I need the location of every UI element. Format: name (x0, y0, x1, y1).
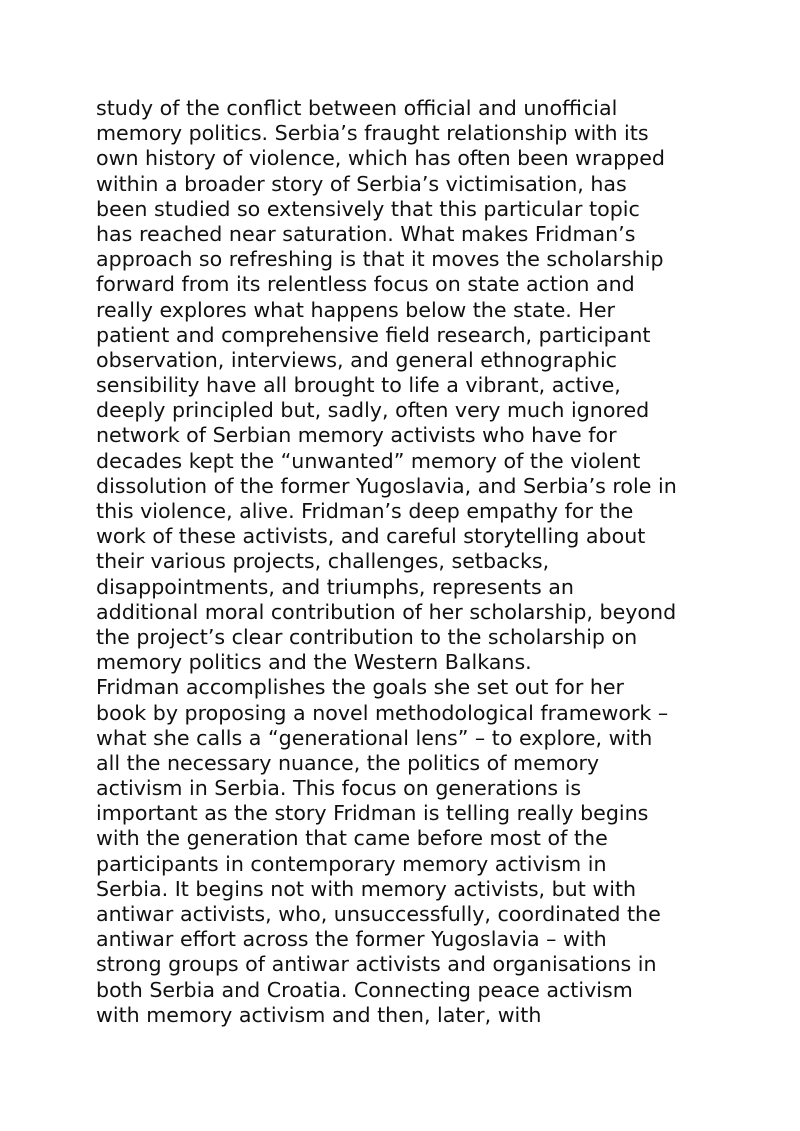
text-line: their various projects, challenges, setbacks, (96, 549, 550, 574)
text-line: sensibility have all brought to life a vibrant, active, (96, 373, 621, 398)
text-line: additional moral contribution of her scholarship, beyond (96, 599, 677, 624)
text-line: with the generation that came before most of the (96, 826, 608, 851)
text-line: strong groups of antiwar activists and organisations in (96, 952, 657, 977)
text-line: book by proposing a novel methodological framework – (96, 700, 669, 725)
text-line: the project’s clear contribution to the scholarship on (96, 624, 638, 649)
text-line: participants in contemporary memory activism in (96, 851, 607, 876)
text-line: both Serbia and Croatia. Connecting peace activism (96, 977, 633, 1002)
text-line: forward from its relentless focus on state action and (96, 272, 635, 297)
text-line: patient and comprehensive field research, participant (96, 322, 651, 347)
text-line: Fridman accomplishes the goals she set out for her (96, 675, 625, 700)
text-line: own history of violence, which has often been wrapped (96, 146, 665, 171)
text-line: deeply principled but, sadly, often very much ignored (96, 398, 650, 423)
text-line: antiwar effort across the former Yugoslavia – with (96, 927, 607, 952)
text-line: dissolution of the former Yugoslavia, and Serbia’s role in (96, 473, 677, 498)
text-line: activism in Serbia. This focus on generations is (96, 776, 582, 801)
text-line: memory politics and the Western Balkans. (96, 650, 532, 675)
text-line: network of Serbian memory activists who have for (96, 423, 617, 448)
text-line: memory politics. Serbia’s fraught relationship with its (96, 121, 649, 146)
text-line: all the necessary nuance, the politics of memory (96, 750, 600, 775)
text-line: within a broader story of Serbia’s victimisation, has (96, 171, 627, 196)
body-text (96, 96, 708, 1028)
text-line: what she calls a “generational lens” – to explore, with (96, 725, 653, 750)
text-line: really explores what happens below the state. Her (96, 297, 615, 322)
text-line: approach so refreshing is that it moves the scholarship (96, 247, 664, 272)
paragraph-1 (96, 96, 708, 675)
paragraph-2 (96, 675, 708, 1028)
text-line: work of these activists, and careful storytelling about (96, 524, 646, 549)
text-line: antiwar activists, who, unsuccessfully, coordinated the (96, 902, 661, 926)
text-line: observation, interviews, and general ethnographic (96, 347, 617, 372)
text-line: Serbia. It begins not with memory activists, but with (96, 876, 637, 901)
text-line: decades kept the “unwanted” memory of the violent (96, 448, 641, 473)
text-line: study of the conflict between official and unofficial (96, 96, 618, 120)
text-line: this violence, alive. Fridman’s deep empathy for the (96, 499, 634, 523)
text-line: important as the story Fridman is telling really begins (96, 801, 649, 826)
text-line: disappointments, and triumphs, represents an (96, 574, 574, 599)
text-line: been studied so extensively that this particular topic (96, 196, 640, 221)
text-line: has reached near saturation. What makes Fridman’s (96, 221, 636, 246)
text-line: with memory activism and then, later, with (96, 1002, 542, 1027)
